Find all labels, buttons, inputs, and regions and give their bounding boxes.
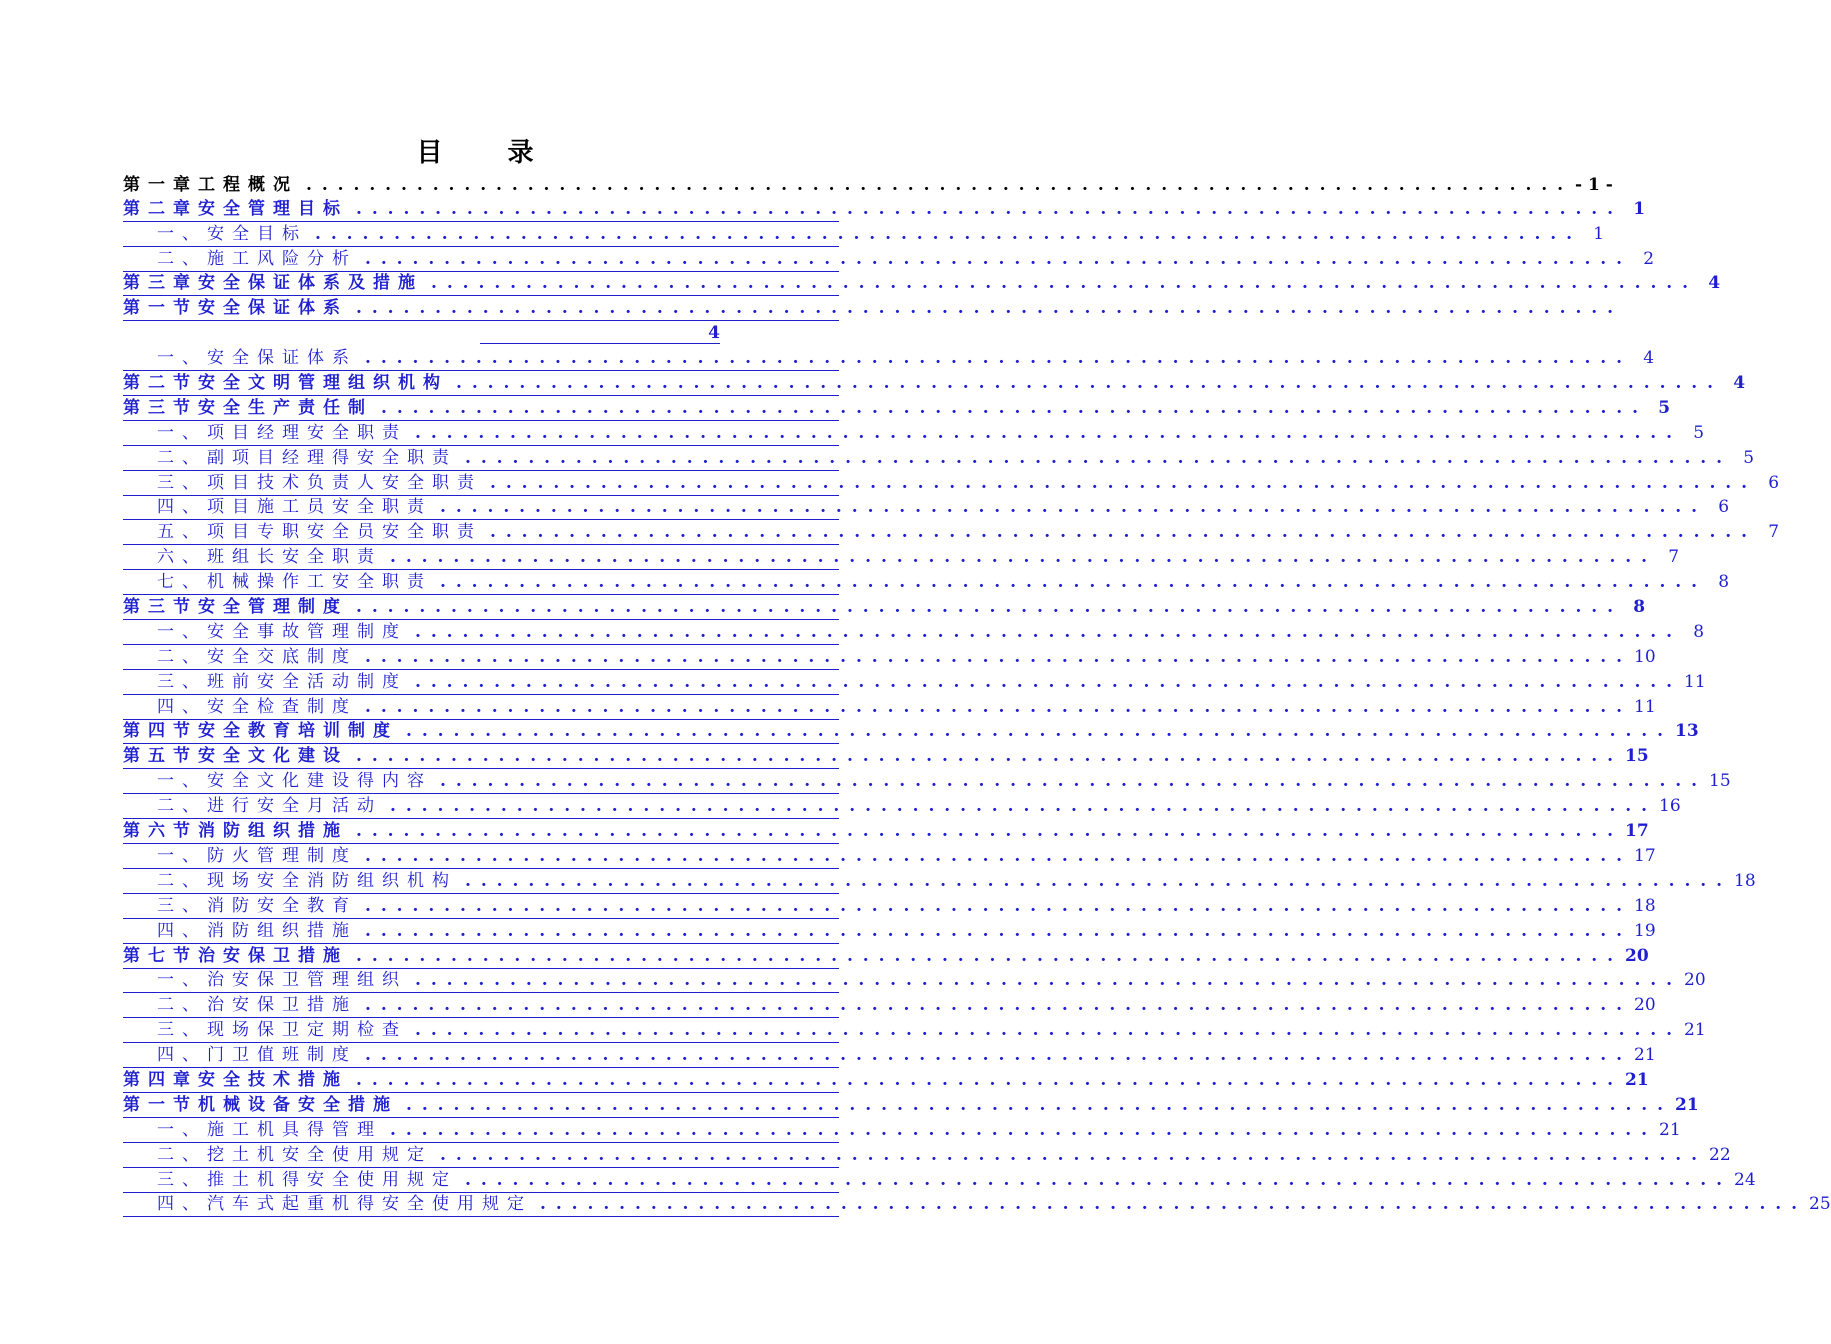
dot-leader: . . . . . . . . . . . . . . . . . . . . . . . . . . . . . . . . . . . . . . . . . . . . . . . . . . . . . . . . . . . . . . . . . . . . . . . . . . . . . . . . xyxy=(415,422,1675,443)
toc-entry-number: 三、 xyxy=(157,671,207,692)
toc-subsection-entry[interactable] xyxy=(123,695,1656,720)
toc-entry-continuation[interactable] xyxy=(123,321,839,346)
toc-entry-number: 一、 xyxy=(157,223,207,244)
toc-subsection-entry[interactable] xyxy=(123,645,1656,670)
toc-subsection-entry[interactable] xyxy=(123,346,1655,371)
dot-leader: . . . . . . . . . . . . . . . . . . . . . . . . . . . . . . . . . . . . . . . . . . . . . . . . . . . . . . . . . . . . . . . . . . . . . . . . . . . . . . . . xyxy=(431,273,1691,294)
toc-entry-number: 一、 xyxy=(157,422,207,443)
dot-leader: . . . . . . . . . . . . . . . . . . . . . . . . . . . . . . . . . . . . . . . . . . . . . . . . . . . . . . . . . . . . . . . . . . . . . . . . . . . . . . . . xyxy=(365,348,1625,369)
toc-page-number: 5 xyxy=(1693,422,1705,443)
toc-entry-number: 七、 xyxy=(157,572,207,593)
dot-leader: . . . . . . . . . . . . . . . . . . . . . . . . . . . . . . . . . . . . . . . . . . . . . . . . . . . . . . . . . . . . . . . . . . . . . . . . . . . . . . . . xyxy=(381,397,1641,418)
toc-entry-title: 项目专职安全员安全职责 xyxy=(207,522,482,543)
toc-entry-title: 现场安全消防组织机构 xyxy=(207,870,457,891)
dot-leader: . . . . . . . . . . . . . . . . . . . . . . . . . . . . . . . . . . . . . . . . . . . . . . . . . . . . . . . . . . . . . . . . . . . . . . . . . . . . . . . . xyxy=(440,1144,1700,1165)
toc-page-number: 5 xyxy=(1658,397,1671,418)
toc-entry-number: 二、 xyxy=(157,248,207,269)
dot-leader: . . . . . . . . . . . . . . . . . . . . . . . . . . . . . . . . . . . . . . . . . . . . . . . . . . . . . . . . . . . . . . . . . . . . . . . . . . . . . . . . xyxy=(365,696,1625,717)
toc-entry-title: 安全文化建设得内容 xyxy=(207,771,432,792)
toc-page-number: 17 xyxy=(1634,845,1656,866)
toc-page-number: 8 xyxy=(1718,572,1730,593)
toc-entry-number: 二、 xyxy=(157,995,207,1016)
toc-entry-title: 消防组织措施 xyxy=(207,920,357,941)
toc-chapter-entry[interactable] xyxy=(123,197,1646,222)
toc-page-number: 15 xyxy=(1709,771,1731,792)
dot-leader: . . . . . . . . . . . . . . . . . . . . . . . . . . . . . . . . . . . . . . . . . . . . . . . . . . . . . . . . . . . . . . . . . . . . . . . . . . . . . . . . xyxy=(465,870,1725,891)
toc-page-number: 10 xyxy=(1634,646,1656,667)
toc-subsection-entry[interactable] xyxy=(123,894,1656,919)
toc-entry-title: 安全交底制度 xyxy=(207,646,357,667)
toc-entry-title: 消防组织措施 xyxy=(198,821,348,842)
toc-entry-number: 第六节 xyxy=(123,821,198,842)
table-of-contents xyxy=(123,172,1831,1217)
toc-subsection-entry[interactable] xyxy=(123,222,1605,247)
toc-entry-number: 二、 xyxy=(157,447,207,468)
toc-entry-title: 治安保卫措施 xyxy=(207,995,357,1016)
toc-chapter-entry[interactable] xyxy=(123,944,1649,969)
toc-entry-number: 第五节 xyxy=(123,746,198,767)
toc-entry-title: 现场保卫定期检查 xyxy=(207,1020,407,1041)
dot-leader: . . . . . . . . . . . . . . . . . . . . . . . . . . . . . . . . . . . . . . . . . . . . . . . . . . . . . . . . . . . . . . . . . . . . . . . . . . . . . . . . xyxy=(390,1119,1650,1140)
toc-chapter-entry[interactable] xyxy=(123,1068,1649,1093)
toc-entry-number: 第三节 xyxy=(123,397,198,418)
toc-page-number: 11 xyxy=(1684,671,1706,692)
toc-entry-title: 安全管理目标 xyxy=(198,198,348,219)
toc-page-number: 19 xyxy=(1634,920,1656,941)
dot-leader: . . . . . . . . . . . . . . . . . . . . . . . . . . . . . . . . . . . . . . . . . . . . . . . . . . . . . . . . . . . . . . . . . . . . . . . . . . . . . . . . xyxy=(406,1094,1666,1115)
toc-entry-title: 消防安全教育 xyxy=(207,895,357,916)
toc-page-number: 6 xyxy=(1718,497,1730,518)
toc-page-number: 1 xyxy=(1593,223,1605,244)
toc-entry-number: 三、 xyxy=(157,472,207,493)
toc-subsection-entry[interactable] xyxy=(123,670,1706,695)
toc-chapter-entry[interactable] xyxy=(123,595,1646,620)
toc-subsection-entry[interactable] xyxy=(123,1018,1706,1043)
dot-leader: . . . . . . . . . . . . . . . . . . . . . . . . . . . . . . . . . . . . . . . . . . . . . . . . . . . . . . . . . . . . . . . . . . . . . . . . . . . . . . . . xyxy=(365,895,1625,916)
toc-subsection-entry[interactable] xyxy=(123,545,1680,570)
toc-page-number: 21 xyxy=(1684,1020,1706,1041)
dot-leader: . . . . . . . . . . . . . . . . . . . . . . . . . . . . . . . . . . . . . . . . . . . . . . . . . . . . . . . . . . . . . . . . . . . . . . . . . . . . . . . . xyxy=(406,721,1666,742)
toc-entry-title: 安全保证体系 xyxy=(198,298,348,319)
toc-entry-number: 四、 xyxy=(157,1194,207,1215)
toc-entry-number: 一、 xyxy=(157,771,207,792)
dot-leader: . . . . . . . . . . . . . . . . . . . . . . . . . . . . . . . . . . . . . . . . . . . . . . . . . . . . . . . . . . . . . . . . . . . . . . . . . . . . . . . . xyxy=(440,572,1700,593)
toc-entry-number: 四、 xyxy=(157,497,207,518)
toc-page-number: 18 xyxy=(1734,870,1756,891)
dot-leader: . . . . . . . . . . . . . . . . . . . . . . . . . . . . . . . . . . . . . . . . . . . . . . . . . . . . . . . . . . . . . . . . . . . . . . . . . . . . . . . . xyxy=(356,821,1616,842)
toc-page-number: 4 xyxy=(1708,273,1721,294)
toc-chapter-entry[interactable] xyxy=(123,744,1649,769)
toc-entry-number: 一、 xyxy=(157,621,207,642)
toc-entry-title: 班组长安全职责 xyxy=(207,547,382,568)
toc-subsection-entry[interactable] xyxy=(123,471,1780,496)
toc-page-number: 4 xyxy=(1733,373,1746,394)
toc-chapter-entry[interactable] xyxy=(123,720,1699,745)
toc-page-number: 5 xyxy=(1743,447,1755,468)
toc-subsection-entry[interactable] xyxy=(123,421,1705,446)
toc-page-number: 21 xyxy=(1675,1094,1699,1115)
toc-chapter-entry[interactable] xyxy=(123,819,1649,844)
dot-leader: . . . . . . . . . . . . . . . . . . . . . . . . . . . . . . . . . . . . . . . . . . . . . . . . . . . . . . . . . . . . . . . . . . . . . . . . . . . . . . . . xyxy=(315,223,1575,244)
toc-entry-title: 项目施工员安全职责 xyxy=(207,497,432,518)
toc-subsection-entry[interactable] xyxy=(123,446,1755,471)
toc-entry-title: 安全教育培训制度 xyxy=(198,721,398,742)
toc-entry-title: 门卫值班制度 xyxy=(207,1045,357,1066)
toc-page-number: 4 xyxy=(1643,348,1655,369)
dot-leader: . . . . . . . . . . . . . . . . . . . . . . . . . . . . . . . . . . . . . . . . . . . . . . . . . . . . . . . . . . . . . . . . . . . . . . . . . . . . . . . . xyxy=(465,447,1725,468)
toc-subsection-entry[interactable] xyxy=(123,247,1655,272)
toc-entry-number: 一、 xyxy=(157,845,207,866)
toc-entry-title: 安全事故管理制度 xyxy=(207,621,407,642)
toc-entry-number: 五、 xyxy=(157,522,207,543)
dot-leader: . . . . . . . . . . . . . . . . . . . . . . . . . . . . . . . . . . . . . . . . . . . . . . . . . . . . . . . . . . . . . . . . . . . . . . . . . . . . . . . . xyxy=(465,1169,1725,1190)
toc-entry-title: 项目经理安全职责 xyxy=(207,422,407,443)
toc-subsection-entry[interactable] xyxy=(123,1168,1756,1193)
toc-entry-title: 安全文化建设 xyxy=(198,746,348,767)
dot-leader: . . . . . . . . . . . . . . . . . . . . . . . . . . . . . . . . . . . . . . . . . . . . . . . . . . . . . . . . . . . . . . . . . . . . . . . . . . . . . . . . xyxy=(356,1069,1616,1090)
toc-subsection-entry[interactable] xyxy=(123,919,1656,944)
toc-chapter-entry[interactable] xyxy=(123,272,1721,297)
dot-leader: . . . . . . . . . . . . . . . . . . . . . . . . . . . . . . . . . . . . . . . . . . . . . . . . . . . . . . . . . . . . . . . . . . . . . . . . . . . . . . . . xyxy=(540,1194,1800,1215)
toc-subsection-entry[interactable] xyxy=(123,1143,1731,1168)
toc-page-number: 17 xyxy=(1625,821,1649,842)
toc-entry-number: 三、 xyxy=(157,895,207,916)
toc-page-number: 18 xyxy=(1634,895,1656,916)
toc-subsection-entry[interactable] xyxy=(123,969,1706,994)
dot-leader: . . . . . . . . . . . . . . . . . . . . . . . . . . . . . . . . . . . . . . . . . . . . . . . . . . . . . . . . . . . . . . . . . . . . . . . . . . . . . . . . xyxy=(306,174,1566,195)
dot-leader: . . . . . . . . . . . . . . . . . . . . . . . . . . . . . . . . . . . . . . . . . . . . . . . . . . . . . . . . . . . . . . . . . . . . . . . . . . . . . . . . xyxy=(365,920,1625,941)
toc-entry-title: 安全保证体系 xyxy=(207,348,357,369)
toc-subsection-entry[interactable] xyxy=(123,620,1705,645)
toc-subsection-entry[interactable] xyxy=(123,570,1730,595)
toc-subsection-entry[interactable] xyxy=(123,1043,1656,1068)
toc-entry-number: 二、 xyxy=(157,646,207,667)
toc-entry-number: 四、 xyxy=(157,1045,207,1066)
dot-leader: . . . . . . . . . . . . . . . . . . . . . . . . . . . . . . . . . . . . . . . . . . . . . . . . . . . . . . . . . . . . . . . . . . . . . . . . . . . . . . . . xyxy=(365,248,1625,269)
toc-page-number: 20 xyxy=(1625,945,1649,966)
toc-entry-title: 进行安全月活动 xyxy=(207,796,382,817)
toc-entry-number: 一、 xyxy=(157,970,207,991)
toc-entry-number: 三、 xyxy=(157,1020,207,1041)
dot-leader: . . . . . . . . . . . . . . . . . . . . . . . . . . . . . . . . . . . . . . . . . . . . . . . . . . . . . . . . . . . . . . . . . . . . . . . . . . . . . . . . xyxy=(356,746,1616,767)
toc-entry-number: 一、 xyxy=(157,1119,207,1140)
toc-entry-title: 工程概况 xyxy=(198,174,298,195)
toc-entry-number: 二、 xyxy=(157,870,207,891)
dot-leader: . . . . . . . . . . . . . . . . . . . . . . . . . . . . . . . . . . . . . . . . . . . . . . . . . . . . . . . . . . . . . . . . . . . . . . . . . . . . . . . . xyxy=(490,522,1750,543)
toc-subsection-entry[interactable] xyxy=(123,844,1656,869)
toc-page-number: 21 xyxy=(1634,1045,1656,1066)
toc-subsection-entry[interactable] xyxy=(123,496,1730,521)
dot-leader: . . . . . . . . . . . . . . . . . . . . . . . . . . . . . . . . . . . . . . . . . . . . . . . . . . . . . . . . . . . . . . . . . . . . . . . . . . . . . . . . xyxy=(365,845,1625,866)
toc-entry-title: 机械设备安全措施 xyxy=(198,1094,398,1115)
toc-entry-title: 安全管理制度 xyxy=(198,597,348,618)
toc-entry-title: 防火管理制度 xyxy=(207,845,357,866)
toc-page-number: 4 xyxy=(480,323,720,344)
toc-page-number: 20 xyxy=(1634,995,1656,1016)
toc-page-number: 16 xyxy=(1659,796,1681,817)
toc-entry-number: 第三章 xyxy=(123,273,198,294)
dot-leader: . . . . . . . . . . . . . . . . . . . . . . . . . . . . . . . . . . . . . . . . . . . . . . . . . . . . . . . . . . . . . . . . . . . . . . . . . . . . . . . . xyxy=(365,646,1625,667)
toc-entry-number: 一、 xyxy=(157,348,207,369)
toc-chapter-entry[interactable] xyxy=(123,396,1671,421)
toc-page-number: 22 xyxy=(1709,1144,1731,1165)
toc-entry-title: 汽车式起重机得安全使用规定 xyxy=(207,1194,532,1215)
dot-leader: . . . . . . . . . . . . . . . . . . . . . . . . . . . . . . . . . . . . . . . . . . . . . . . . . . . . . . . . . . . . . . . . . . . . . . . . . . . . . . . . xyxy=(490,472,1750,493)
dot-leader: . . . . . . . . . . . . . . . . . . . . . . . . . . . . . . . . . . . . . . . . . . . . . . . . . . . . . . . . . . . . . . . . . . . . . . . . . . . . . . . . xyxy=(390,796,1650,817)
dot-leader: . . . . . . . . . . . . . . . . . . . . . . . . . . . . . . . . . . . . . . . . . . . . . . . . . . . . . . . . . . . . . . . . . . . . . . . . . . . . . . . . xyxy=(415,671,1675,692)
toc-subsection-entry[interactable] xyxy=(123,993,1656,1018)
dot-leader: . . . . . . . . . . . . . . . . . . . . . . . . . . . . . . . . . . . . . . . . . . . . . . . . . . . . . . . . . . . . . . . . . . . . . . . . . . . . . . . . xyxy=(440,497,1700,518)
toc-page-number: 7 xyxy=(1668,547,1680,568)
toc-page-number: 6 xyxy=(1768,472,1780,493)
toc-subsection-entry[interactable] xyxy=(123,1118,1681,1143)
toc-page-number: 21 xyxy=(1659,1119,1681,1140)
dot-leader: . . . . . . . . . . . . . . . . . . . . . . . . . . . . . . . . . . . . . . . . . . . . . . . . . . . . . . . . . . . . . . . . . . . . . . . . . . . . . . . . xyxy=(456,373,1716,394)
dot-leader: . . . . . . . . . . . . . . . . . . . . . . . . . . . . . . . . . . . . . . . . . . . . . . . . . . . . . . . . . . . . . . . . . . . . . . . . . . . . . . . . xyxy=(356,298,1616,319)
toc-title: 目 录 xyxy=(416,138,562,168)
toc-entry-number: 第四节 xyxy=(123,721,198,742)
toc-page-number: 8 xyxy=(1633,597,1646,618)
toc-subsection-entry[interactable] xyxy=(123,1193,1831,1218)
toc-entry-title: 安全目标 xyxy=(207,223,307,244)
toc-chapter-entry[interactable] xyxy=(123,371,1746,396)
toc-entry-number: 四、 xyxy=(157,920,207,941)
toc-subsection-entry[interactable] xyxy=(123,794,1681,819)
toc-page-number: 8 xyxy=(1693,621,1705,642)
toc-entry-title: 施工机具得管理 xyxy=(207,1119,382,1140)
dot-leader: . . . . . . . . . . . . . . . . . . . . . . . . . . . . . . . . . . . . . . . . . . . . . . . . . . . . . . . . . . . . . . . . . . . . . . . . . . . . . . . . xyxy=(415,970,1675,991)
toc-entry-title: 安全保证体系及措施 xyxy=(198,273,423,294)
toc-entry-number: 三、 xyxy=(157,1169,207,1190)
toc-entry-number: 六、 xyxy=(157,547,207,568)
toc-entry-number: 第一章 xyxy=(123,174,198,195)
toc-page-number: 21 xyxy=(1625,1069,1649,1090)
dot-leader: . . . . . . . . . . . . . . . . . . . . . . . . . . . . . . . . . . . . . . . . . . . . . . . . . . . . . . . . . . . . . . . . . . . . . . . . . . . . . . . . xyxy=(390,547,1650,568)
toc-subsection-entry[interactable] xyxy=(123,769,1731,794)
dot-leader: . . . . . . . . . . . . . . . . . . . . . . . . . . . . . . . . . . . . . . . . . . . . . . . . . . . . . . . . . . . . . . . . . . . . . . . . . . . . . . . . xyxy=(440,771,1700,792)
toc-entry-title: 治安保卫措施 xyxy=(198,945,348,966)
toc-page-number: 7 xyxy=(1768,522,1780,543)
toc-entry-title: 项目技术负责人安全职责 xyxy=(207,472,482,493)
toc-chapter-entry[interactable] xyxy=(123,1093,1699,1118)
toc-subsection-entry[interactable] xyxy=(123,520,1780,545)
toc-entry-title: 施工风险分析 xyxy=(207,248,357,269)
dot-leader: . . . . . . . . . . . . . . . . . . . . . . . . . . . . . . . . . . . . . . . . . . . . . . . . . . . . . . . . . . . . . . . . . . . . . . . . . . . . . . . . xyxy=(356,198,1616,219)
toc-entry-title: 机械操作工安全职责 xyxy=(207,572,432,593)
toc-entry-number: 第二节 xyxy=(123,373,198,394)
toc-entry-number: 第七节 xyxy=(123,945,198,966)
toc-page-number: 24 xyxy=(1734,1169,1756,1190)
toc-entry-title: 安全生产责任制 xyxy=(198,397,373,418)
dot-leader: . . . . . . . . . . . . . . . . . . . . . . . . . . . . . . . . . . . . . . . . . . . . . . . . . . . . . . . . . . . . . . . . . . . . . . . . . . . . . . . . xyxy=(415,1020,1675,1041)
toc-entry-number: 二、 xyxy=(157,796,207,817)
toc-page-number: 13 xyxy=(1675,721,1699,742)
dot-leader: . . . . . . . . . . . . . . . . . . . . . . . . . . . . . . . . . . . . . . . . . . . . . . . . . . . . . . . . . . . . . . . . . . . . . . . . . . . . . . . . xyxy=(356,597,1616,618)
dot-leader: . . . . . . . . . . . . . . . . . . . . . . . . . . . . . . . . . . . . . . . . . . . . . . . . . . . . . . . . . . . . . . . . . . . . . . . . . . . . . . . . xyxy=(415,621,1675,642)
toc-page-number: - 1 - xyxy=(1575,174,1613,195)
toc-entry-title: 班前安全活动制度 xyxy=(207,671,407,692)
toc-entry-title: 挖土机安全使用规定 xyxy=(207,1144,432,1165)
toc-entry-number: 第三节 xyxy=(123,597,198,618)
toc-entry-number: 第一节 xyxy=(123,298,198,319)
toc-chapter-entry[interactable] xyxy=(123,296,1616,321)
toc-entry-title: 推土机得安全使用规定 xyxy=(207,1169,457,1190)
toc-entry-title: 副项目经理得安全职责 xyxy=(207,447,457,468)
toc-page-number: 11 xyxy=(1634,696,1656,717)
dot-leader: . . . . . . . . . . . . . . . . . . . . . . . . . . . . . . . . . . . . . . . . . . . . . . . . . . . . . . . . . . . . . . . . . . . . . . . . . . . . . . . . xyxy=(356,945,1616,966)
toc-entry-title: 治安保卫管理组织 xyxy=(207,970,407,991)
toc-entry-number: 第一节 xyxy=(123,1094,198,1115)
toc-entry-title: 安全技术措施 xyxy=(198,1069,348,1090)
dot-leader: . . . . . . . . . . . . . . . . . . . . . . . . . . . . . . . . . . . . . . . . . . . . . . . . . . . . . . . . . . . . . . . . . . . . . . . . . . . . . . . . xyxy=(365,1045,1625,1066)
toc-entry-number: 二、 xyxy=(157,1144,207,1165)
toc-chapter-entry xyxy=(123,172,1613,197)
toc-entry-number: 四、 xyxy=(157,696,207,717)
toc-entry-number: 第二章 xyxy=(123,198,198,219)
toc-page-number: 15 xyxy=(1625,746,1649,767)
toc-page-number: 2 xyxy=(1643,248,1655,269)
toc-page-number: 20 xyxy=(1684,970,1706,991)
toc-entry-title: 安全文明管理组织机构 xyxy=(198,373,448,394)
toc-page-number: 25 xyxy=(1809,1194,1831,1215)
toc-entry-title: 安全检查制度 xyxy=(207,696,357,717)
dot-leader: . . . . . . . . . . . . . . . . . . . . . . . . . . . . . . . . . . . . . . . . . . . . . . . . . . . . . . . . . . . . . . . . . . . . . . . . . . . . . . . . xyxy=(365,995,1625,1016)
toc-page-number: 1 xyxy=(1633,198,1646,219)
toc-subsection-entry[interactable] xyxy=(123,869,1756,894)
toc-entry-number: 第四章 xyxy=(123,1069,198,1090)
